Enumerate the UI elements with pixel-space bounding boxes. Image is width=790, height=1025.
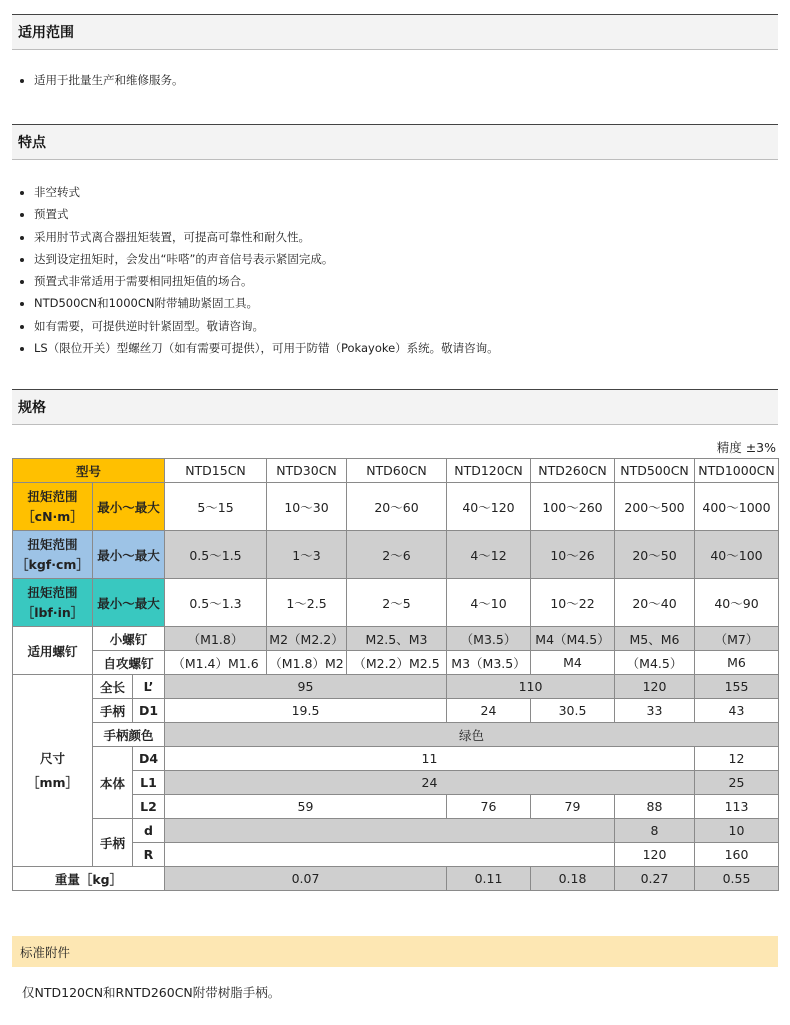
value-cell: 110 — [447, 675, 615, 699]
value-cell: 20～60 — [347, 483, 447, 531]
value-cell: 40～100 — [695, 531, 779, 579]
value-cell: 1～3 — [267, 531, 347, 579]
handle-color-label: 手柄颜色 — [93, 723, 165, 747]
torque-label-line2: ［lbf·in］ — [21, 604, 84, 620]
section-title: 规格 — [18, 400, 46, 416]
value-cell: 0.5～1.3 — [165, 579, 267, 627]
value-cell: （M4.5） — [615, 651, 695, 675]
empty-cell — [165, 819, 615, 843]
model-cell: NTD500CN — [615, 459, 695, 483]
value-cell: M2（M2.2） — [267, 627, 347, 651]
model-cell: NTD30CN — [267, 459, 347, 483]
torque-label-line2: ［cN·m］ — [22, 508, 83, 524]
value-cell: 10 — [695, 819, 779, 843]
table-row — [13, 459, 779, 483]
body-label: 本体 — [93, 747, 133, 819]
model-cell: NTD1000CN — [695, 459, 779, 483]
length-symbol: L’ — [133, 675, 165, 699]
empty-cell — [165, 843, 615, 867]
value-cell: 0.18 — [531, 867, 615, 891]
value-cell: 11 — [165, 747, 695, 771]
value-cell: 0.55 — [695, 867, 779, 891]
table-row — [13, 723, 779, 747]
value-cell: 43 — [695, 699, 779, 723]
value-cell: 10～30 — [267, 483, 347, 531]
value-cell: 24 — [165, 771, 695, 795]
value-cell: （M1.4）M1.6 — [165, 651, 267, 675]
value-cell: 4～12 — [447, 531, 531, 579]
value-cell: 20～40 — [615, 579, 695, 627]
handle-label: 手柄 — [93, 699, 133, 723]
value-cell: 20～50 — [615, 531, 695, 579]
list-item: • LS（限位开关）型螺丝刀（如有需要可提供），可用于防错（Pokayoke）系统。敬请咨询。 — [34, 337, 499, 359]
table-row — [13, 627, 779, 651]
value-cell: 1～2.5 — [267, 579, 347, 627]
value-cell: 4～10 — [447, 579, 531, 627]
small-screw-label: 小螺钉 — [93, 627, 165, 651]
scope-list — [12, 72, 184, 88]
list-item: • 采用肘节式离合器扭矩装置，可提高可靠性和耐久性。 — [34, 226, 499, 248]
r-symbol: R — [133, 843, 165, 867]
l1-symbol: L1 — [133, 771, 165, 795]
table-row — [13, 483, 779, 531]
value-cell: 10～26 — [531, 531, 615, 579]
value-cell: M4（M4.5） — [531, 627, 615, 651]
list-item: • NTD500CN和1000CN附带辅助紧固工具。 — [34, 292, 499, 314]
table-row — [13, 675, 779, 699]
list-item: • 预置式非常适用于需要相同扭矩值的场合。 — [34, 270, 499, 292]
value-cell: 400～1000 — [695, 483, 779, 531]
table-row — [13, 699, 779, 723]
value-cell: 5～15 — [165, 483, 267, 531]
value-cell: 160 — [695, 843, 779, 867]
value-cell: （M7） — [695, 627, 779, 651]
value-cell: 120 — [615, 843, 695, 867]
l2-symbol: L2 — [133, 795, 165, 819]
table-row — [13, 867, 779, 891]
precision-note: 精度 ±3% — [716, 440, 776, 455]
value-cell: 95 — [165, 675, 447, 699]
section-title: 适用范围 — [18, 25, 74, 41]
value-cell: 113 — [695, 795, 779, 819]
value-cell: 8 — [615, 819, 695, 843]
list-item: • 适用于批量生产和维修服务。 — [34, 72, 184, 88]
value-cell: 0.5～1.5 — [165, 531, 267, 579]
section-header-features — [12, 124, 778, 160]
list-item: • 非空转式 — [34, 181, 499, 203]
minmax-label: 最小～最大 — [93, 531, 165, 579]
features-list — [12, 181, 499, 359]
value-cell: 12 — [695, 747, 779, 771]
torque-label-line1: 扭矩范围 — [27, 488, 78, 504]
value-cell: 33 — [615, 699, 695, 723]
model-header: 型号 — [13, 459, 165, 483]
value-cell: 0.07 — [165, 867, 447, 891]
model-cell: NTD60CN — [347, 459, 447, 483]
value-cell: 25 — [695, 771, 779, 795]
value-cell: （M3.5） — [447, 627, 531, 651]
value-cell: 2～5 — [347, 579, 447, 627]
value-cell: 19.5 — [165, 699, 447, 723]
value-cell: 59 — [165, 795, 447, 819]
table-row — [13, 747, 779, 771]
table-row — [13, 579, 779, 627]
value-cell: 40～90 — [695, 579, 779, 627]
spec-table — [12, 458, 779, 891]
dimensions-label-line1: 尺寸 — [39, 750, 65, 766]
section-title: 特点 — [18, 135, 46, 151]
value-cell: 76 — [447, 795, 531, 819]
list-item: • 达到设定扭矩时，会发出“咔嗒”的声音信号表示紧固完成。 — [34, 248, 499, 270]
dimensions-label — [13, 675, 93, 867]
value-cell: 0.11 — [447, 867, 531, 891]
value-cell: （M2.2）M2.5 — [347, 651, 447, 675]
value-cell: M6 — [695, 651, 779, 675]
section-header-scope — [12, 14, 778, 50]
minmax-label: 最小～最大 — [93, 483, 165, 531]
torque-cn-label — [13, 483, 93, 531]
torque-kgf-label — [13, 531, 93, 579]
torque-label-line1: 扭矩范围 — [27, 584, 78, 600]
length-label: 全长 — [93, 675, 133, 699]
value-cell: 2～6 — [347, 531, 447, 579]
value-cell: 40～120 — [447, 483, 531, 531]
value-cell: （M1.8） — [165, 627, 267, 651]
table-row — [13, 651, 779, 675]
value-cell: M4 — [531, 651, 615, 675]
value-cell: 绿色 — [165, 723, 779, 747]
value-cell: M2.5、M3 — [347, 627, 447, 651]
value-cell: 30.5 — [531, 699, 615, 723]
model-cell: NTD260CN — [531, 459, 615, 483]
dimensions-label-line2: ［mm］ — [26, 774, 79, 790]
d1-symbol: D1 — [133, 699, 165, 723]
value-cell: 100～260 — [531, 483, 615, 531]
value-cell: 155 — [695, 675, 779, 699]
model-cell: NTD120CN — [447, 459, 531, 483]
torque-label-line2: ［kgf·cm］ — [16, 556, 89, 572]
torque-lbf-label — [13, 579, 93, 627]
value-cell: （M1.8）M2 — [267, 651, 347, 675]
section-header-specs — [12, 389, 778, 425]
minmax-label: 最小～最大 — [93, 579, 165, 627]
value-cell: M3（M3.5） — [447, 651, 531, 675]
section-header-accessories — [12, 936, 778, 967]
value-cell: M5、M6 — [615, 627, 695, 651]
weight-label: 重量［kg］ — [13, 867, 165, 891]
d4-symbol: D4 — [133, 747, 165, 771]
table-row — [13, 531, 779, 579]
value-cell: 88 — [615, 795, 695, 819]
table-row — [13, 819, 779, 843]
section-title: 标准附件 — [20, 944, 71, 960]
value-cell: 200～500 — [615, 483, 695, 531]
grip-label: 手柄 — [93, 819, 133, 867]
torque-label-line1: 扭矩范围 — [27, 536, 78, 552]
value-cell: 0.27 — [615, 867, 695, 891]
value-cell: 79 — [531, 795, 615, 819]
list-item: • 如有需要，可提供逆时针紧固型。敬请咨询。 — [34, 315, 499, 337]
accessories-text: 仅NTD120CN和RNTD260CN附带树脂手柄。 — [22, 985, 281, 1000]
d-symbol: d — [133, 819, 165, 843]
tapping-screw-label: 自攻螺钉 — [93, 651, 165, 675]
value-cell: 120 — [615, 675, 695, 699]
screw-label: 适用螺钉 — [13, 627, 93, 675]
list-item: • 预置式 — [34, 203, 499, 225]
value-cell: 24 — [447, 699, 531, 723]
value-cell: 10～22 — [531, 579, 615, 627]
model-cell: NTD15CN — [165, 459, 267, 483]
